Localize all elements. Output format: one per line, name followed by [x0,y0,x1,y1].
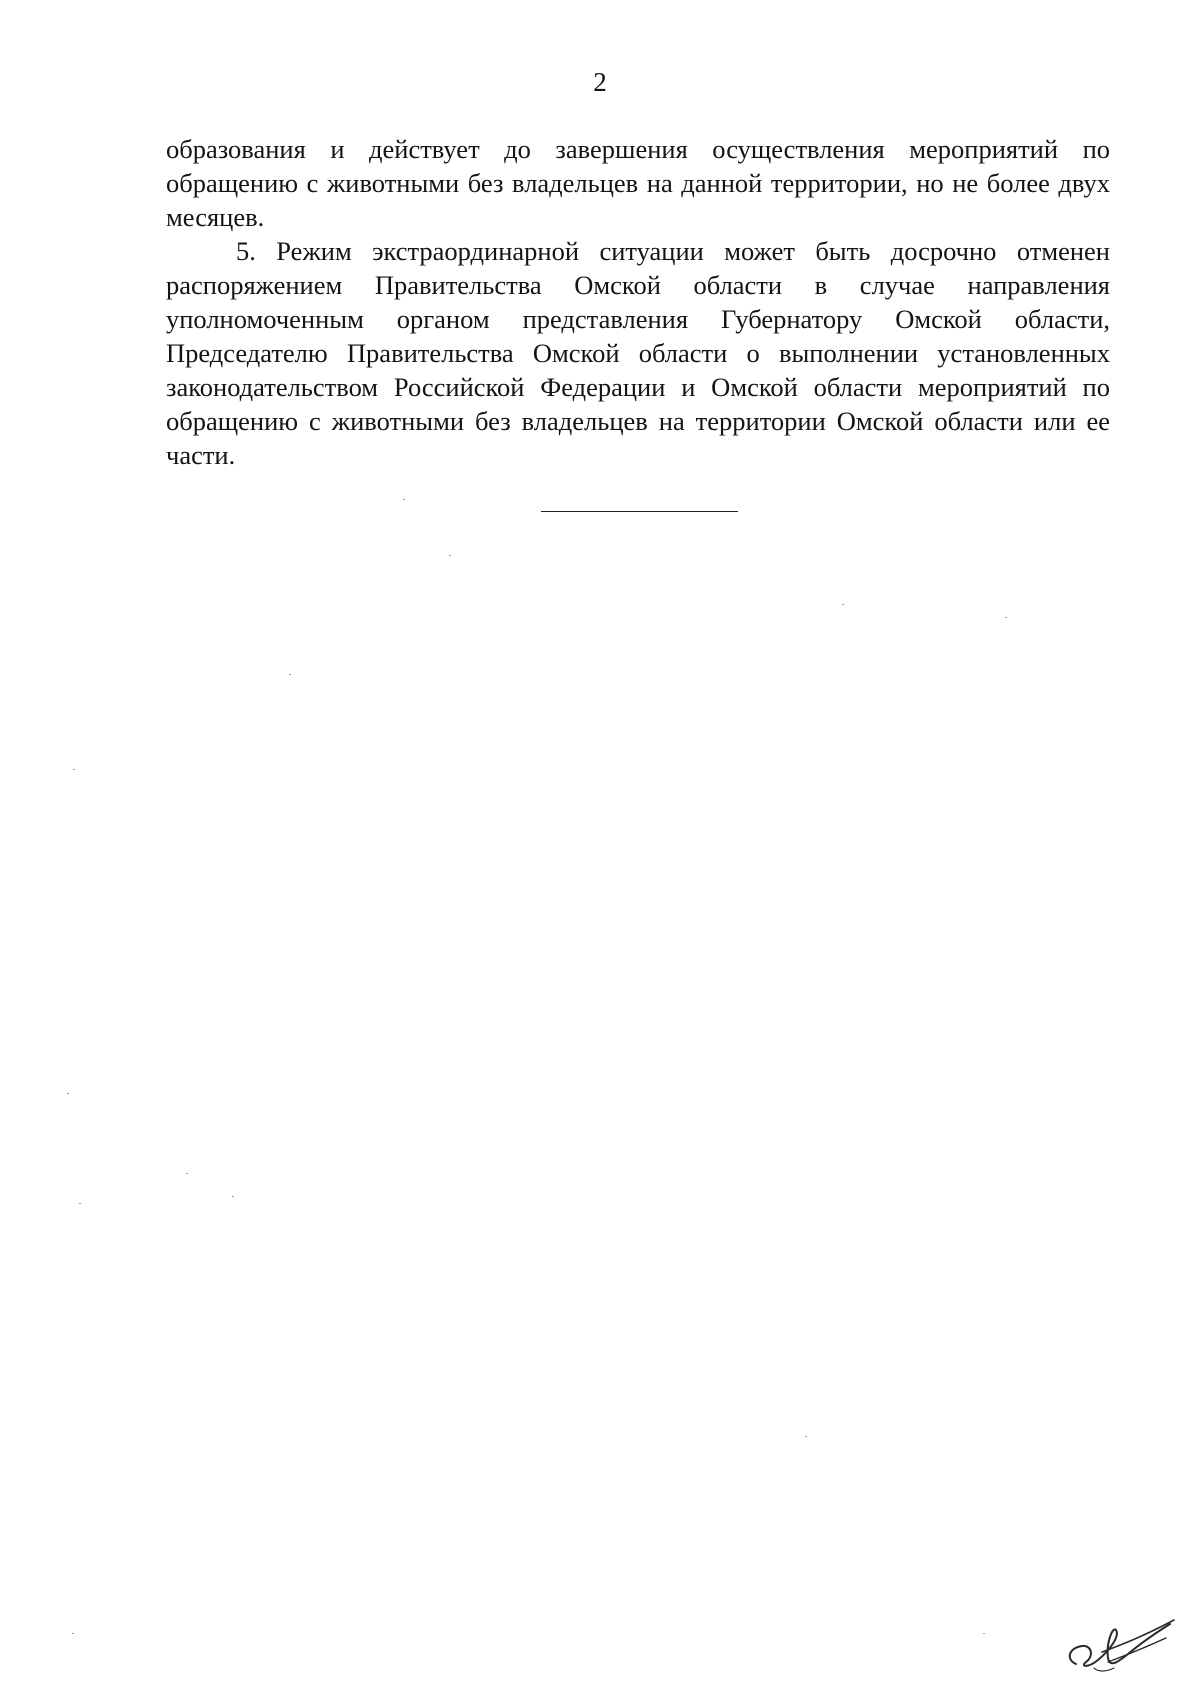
scan-speck [232,1196,234,1197]
scan-speck [73,769,75,770]
document-body [166,132,1110,472]
scan-speck [1005,617,1007,618]
scan-speck [805,1436,807,1437]
scan-speck [72,1633,74,1634]
scan-speck [79,1203,81,1204]
handwritten-signature-icon [1058,1602,1178,1682]
paragraph-5: 5. Режим экстраординарной ситуации может быть досрочно отменен распоряжением Правительства Омской области в случае направления уполномоченным органом представления Губернатору Омской области, Председателю Правительства Омской области о выполнении установленных законодательством Российской Федерации и Омской области мероприятий по обращению с животными без владельцев на территории Омской области или ее части. [166,236,1110,470]
scan-speck [983,1633,985,1634]
end-separator-line [541,511,738,512]
page-number: 2 [593,67,607,97]
paragraph-continued: образования и действует до завершения осуществления мероприятий по обращению с животными без владельцев на данной территории, но не более двух месяцев. [166,134,1110,232]
scan-speck [67,1093,69,1094]
scan-speck [449,555,451,556]
scan-speck [842,604,844,605]
scan-speck [289,674,291,675]
scan-speck [186,1173,188,1174]
scan-speck [403,499,405,500]
